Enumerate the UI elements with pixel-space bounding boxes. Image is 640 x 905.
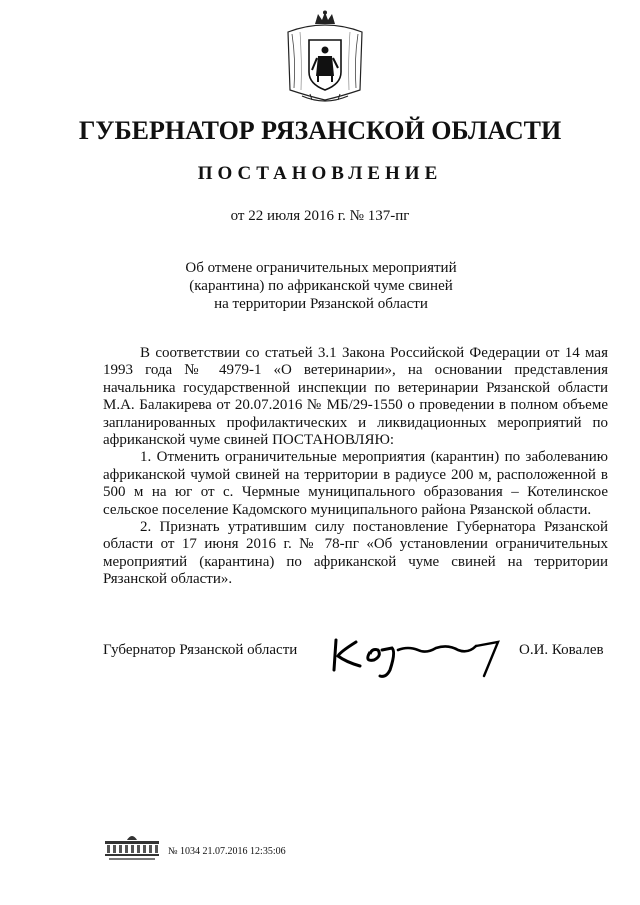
document-type: ПОСТАНОВЛЕНИЕ: [197, 163, 443, 184]
coat-of-arms-icon: [282, 10, 368, 106]
subject-line: на территории Рязанской области: [214, 296, 428, 312]
handwritten-signature: [326, 626, 502, 682]
body-paragraph-1: 1. Отменить ограничительные мероприятия (карантин) по заболеванию африканской чумой свиней на территории в радиусе 200 м, расположенной в 500 м на юг от с. Чермные муниципального образования – Котелинское сельское поселение Кадомского муниципального района Рязанской области.: [103, 449, 608, 518]
subject-line: Об отмене ограничительных мероприятий: [185, 260, 457, 276]
registration-stamp: № 1034 21.07.2016 12:35:06: [168, 846, 286, 857]
body-paragraph-2: 2. Признать утратившим силу постановление Губернатора Рязанской области от 17 июня 2016 г. № 78-пг «Об установлении ограничительных мероприятий (карантина) по африканской чуме свиней на территории Рязанской области».: [103, 519, 608, 588]
body-paragraph-preamble: В соответствии со статьей 3.1 Закона Российской Федерации от 14 мая 1993 года № 4979-1 «О ветеринарии», на основании представления начальника государственной инспекции по ветеринарии Рязанской области М.А. Балакирева от 20.07.2016 № МБ/29-1550 о проведении в полном объеме запланированных профилактических и ликвидационных мероприятий по африканской чуме свиней ПОСТАНОВЛЯЮ:: [103, 345, 608, 449]
building-logo-icon: [103, 832, 161, 862]
document-body: [103, 345, 608, 589]
document-subject: [160, 259, 482, 313]
signatory-name: О.И. Ковалев: [519, 642, 604, 658]
authority-title: ГУБЕРНАТОР РЯЗАНСКОЙ ОБЛАСТИ: [78, 116, 562, 145]
subject-line: (карантина) по африканской чуме свиней: [189, 278, 453, 294]
signatory-role: Губернатор Рязанской области: [103, 642, 298, 658]
document-date-number: от 22 июля 2016 г. № 137-пг: [230, 208, 410, 224]
